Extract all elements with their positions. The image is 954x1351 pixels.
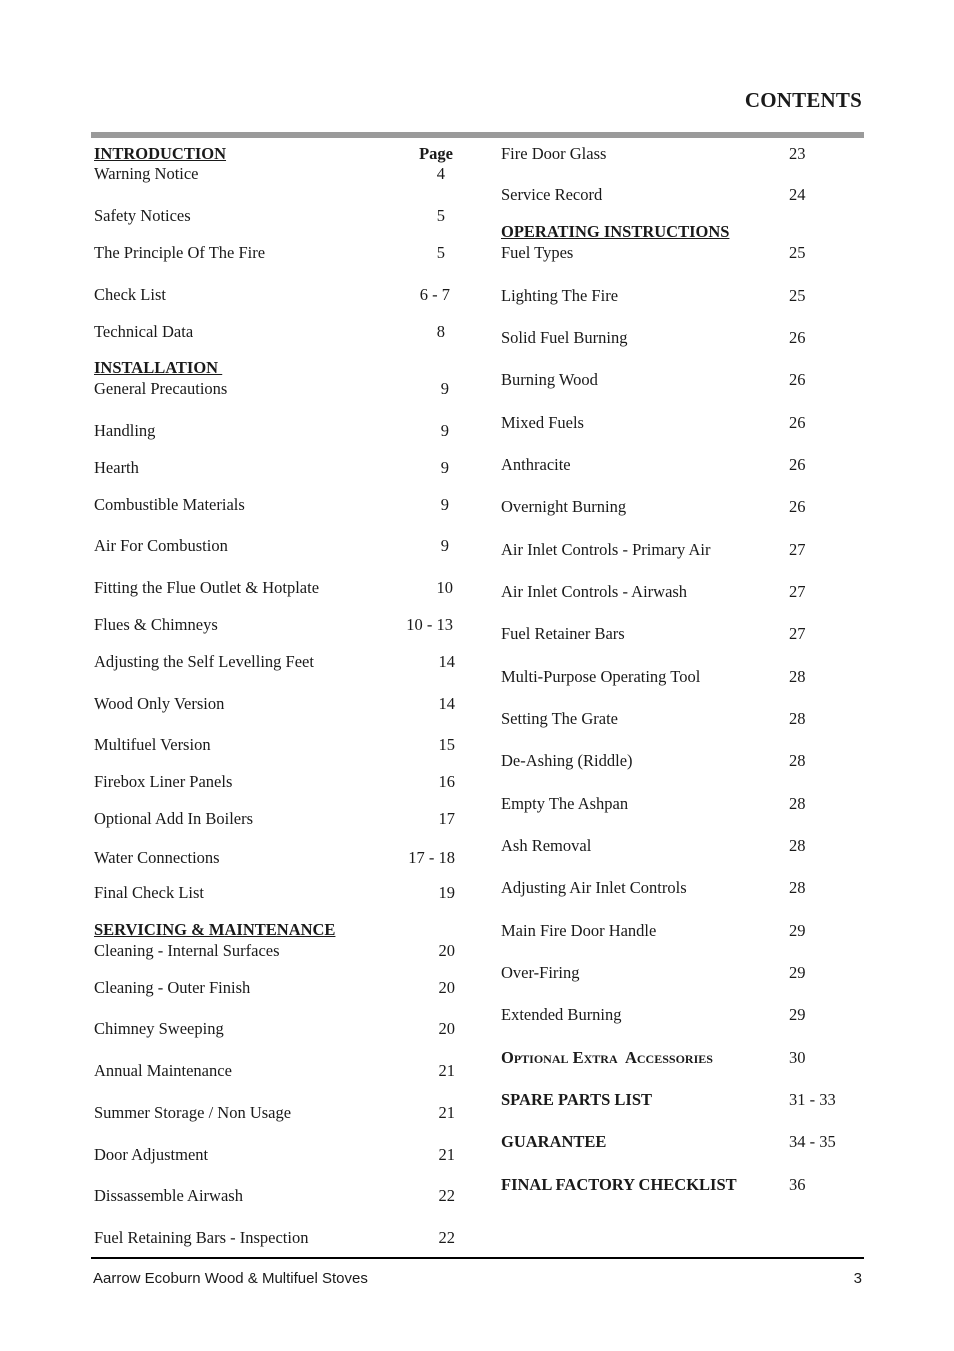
toc-entry-page: 20 — [438, 978, 455, 997]
toc-entry-page: 22 — [438, 1228, 455, 1247]
toc-entry-page: 26 — [789, 370, 806, 389]
toc-entry-title[interactable]: Fuel Retainer Bars — [501, 624, 625, 643]
toc-entry-page: 28 — [789, 751, 806, 770]
toc-entry-page: 14 — [438, 694, 455, 713]
toc-entry-title[interactable]: Warning Notice — [94, 164, 199, 183]
toc-entry-page: 25 — [789, 286, 806, 305]
toc-entry-title[interactable]: Fire Door Glass — [501, 144, 607, 163]
toc-entry-title[interactable]: Service Record — [501, 185, 603, 204]
toc-entry-page: 15 — [438, 735, 455, 754]
toc-entry-title[interactable]: Door Adjustment — [94, 1145, 209, 1164]
toc-entry-page: 10 — [436, 578, 453, 597]
toc-entry-page: 27 — [789, 540, 806, 559]
bottom-divider — [91, 1257, 864, 1259]
section-heading-operating: OPERATING INSTRUCTIONS — [501, 222, 730, 241]
toc-entry-page: 10 - 13 — [406, 615, 453, 634]
toc-entry-title[interactable]: Combustible Materials — [94, 495, 245, 514]
toc-entry-page: 26 — [789, 497, 806, 516]
toc-entry-title[interactable]: Adjusting Air Inlet Controls — [501, 878, 687, 897]
toc-entry-page: 19 — [438, 883, 455, 902]
toc-entry-page: 26 — [789, 455, 806, 474]
toc-entry-title[interactable]: Wood Only Version — [94, 694, 225, 713]
toc-entry-page: 24 — [789, 185, 806, 204]
toc-entry-page: 28 — [789, 794, 806, 813]
toc-entry-title[interactable]: Handling — [94, 421, 156, 440]
toc-entry-page: 21 — [438, 1061, 455, 1080]
toc-entry-page: 34 - 35 — [789, 1132, 836, 1151]
toc-entry-title[interactable]: The Principle Of The Fire — [94, 243, 266, 262]
toc-entry-guarantee[interactable]: GUARANTEE — [501, 1132, 607, 1151]
toc-entry-title[interactable]: General Precautions — [94, 379, 228, 398]
toc-entry-page: 30 — [789, 1048, 806, 1067]
toc-entry-title[interactable]: Check List — [94, 285, 166, 304]
footer-document-title: Aarrow Ecoburn Wood & Multifuel Stoves — [93, 1270, 368, 1287]
toc-entry-page: 29 — [789, 963, 806, 982]
toc-entry-page: 23 — [789, 144, 806, 163]
toc-entry-page: 27 — [789, 582, 806, 601]
toc-entry-page: 29 — [789, 921, 806, 940]
toc-entry-title[interactable]: Chimney Sweeping — [94, 1019, 224, 1038]
toc-entry-title[interactable]: De-Ashing (Riddle) — [501, 751, 633, 770]
toc-entry-page: 14 — [438, 652, 455, 671]
toc-entry-title[interactable]: Technical Data — [94, 322, 194, 341]
section-heading-servicing: SERVICING & MAINTENANCE — [94, 920, 336, 939]
toc-entry-page: 28 — [789, 878, 806, 897]
toc-entry-page: 17 — [438, 809, 455, 828]
section-heading-installation: INSTALLATION — [94, 358, 223, 377]
toc-entry-title[interactable]: Air Inlet Controls - Airwash — [501, 582, 688, 601]
toc-entry-page: 17 - 18 — [408, 848, 455, 867]
toc-entry-title[interactable]: Lighting The Fire — [501, 286, 619, 305]
toc-entry-title[interactable]: Fuel Retaining Bars - Inspection — [94, 1228, 309, 1247]
toc-entry-title[interactable]: Fitting the Flue Outlet & Hotplate — [94, 578, 320, 597]
toc-entry-page: 9 — [440, 495, 449, 514]
toc-entry-page: 9 — [440, 458, 449, 477]
toc-entry-page: 28 — [789, 709, 806, 728]
toc-entry-page: 8 — [436, 322, 445, 341]
toc-entry-page: 22 — [438, 1186, 455, 1205]
toc-entry-title[interactable]: Air For Combustion — [94, 536, 228, 555]
toc-entry-page: 25 — [789, 243, 806, 262]
toc-entry-title[interactable]: Summer Storage / Non Usage — [94, 1103, 292, 1122]
toc-entry-title[interactable]: Setting The Grate — [501, 709, 618, 728]
toc-entry-title[interactable]: Air Inlet Controls - Primary Air — [501, 540, 711, 559]
toc-entry-title[interactable]: Hearth — [94, 458, 139, 477]
toc-entry-page: 27 — [789, 624, 806, 643]
footer-page-number: 3 — [853, 1270, 862, 1287]
toc-entry-title[interactable]: Optional Add In Boilers — [94, 809, 254, 828]
toc-entry-page: 4 — [436, 164, 445, 183]
toc-entry-title[interactable]: Cleaning - Outer Finish — [94, 978, 251, 997]
toc-entry-title[interactable]: Multi-Purpose Operating Tool — [501, 667, 701, 686]
toc-entry-title[interactable]: Solid Fuel Burning — [501, 328, 628, 347]
toc-entry-page: 9 — [440, 536, 449, 555]
toc-entry-title[interactable]: Main Fire Door Handle — [501, 921, 657, 940]
toc-entry-page: 9 — [440, 379, 449, 398]
toc-entry-page: 9 — [440, 421, 449, 440]
toc-entry-page: 16 — [438, 772, 455, 791]
toc-entry-page: 26 — [789, 413, 806, 432]
toc-entry-title[interactable]: Annual Maintenance — [94, 1061, 232, 1080]
toc-entry-title[interactable]: Over-Firing — [501, 963, 580, 982]
toc-entry-title[interactable]: Anthracite — [501, 455, 571, 474]
toc-entry-title[interactable]: Adjusting the Self Levelling Feet — [94, 652, 314, 671]
toc-entry-title[interactable]: Overnight Burning — [501, 497, 627, 516]
toc-entry-title[interactable]: Cleaning - Internal Surfaces — [94, 941, 280, 960]
toc-entry-page: 5 — [436, 206, 445, 225]
toc-entry-page: 26 — [789, 328, 806, 347]
toc-entry-page: 6 - 7 — [419, 285, 450, 304]
toc-entry-title[interactable]: Empty The Ashpan — [501, 794, 629, 813]
section-heading-introduction: INTRODUCTION — [94, 144, 227, 163]
page-title: CONTENTS — [744, 88, 862, 112]
toc-entry-spare-parts[interactable]: SPARE PARTS LIST — [501, 1090, 653, 1109]
toc-entry-page: 20 — [438, 941, 455, 960]
toc-entry-title[interactable]: Flues & Chimneys — [94, 615, 218, 634]
toc-entry-page: 29 — [789, 1005, 806, 1024]
top-divider — [91, 132, 864, 138]
toc-entry-title[interactable]: Extended Burning — [501, 1005, 622, 1024]
toc-entry-final-checklist[interactable]: FINAL FACTORY CHECKLIST — [501, 1175, 737, 1194]
page-column-header: Page — [419, 144, 453, 163]
toc-entry-page: 36 — [789, 1175, 806, 1194]
toc-entry-page: 21 — [438, 1145, 455, 1164]
toc-entry-title[interactable]: Safety Notices — [94, 206, 191, 225]
toc-entry-title[interactable]: Mixed Fuels — [501, 413, 584, 432]
toc-entry-title[interactable]: Burning Wood — [501, 370, 598, 389]
toc-entry-page: 31 - 33 — [789, 1090, 836, 1109]
toc-entry-page: 5 — [436, 243, 445, 262]
toc-entry-title[interactable]: Firebox Liner Panels — [94, 772, 233, 791]
toc-entry-title[interactable]: Multifuel Version — [94, 735, 211, 754]
toc-entry-title[interactable]: Water Connections — [94, 848, 220, 867]
toc-entry-page: 28 — [789, 836, 806, 855]
toc-entry-title[interactable]: Ash Removal — [501, 836, 592, 855]
toc-entry-title[interactable]: Fuel Types — [501, 243, 574, 262]
toc-entry-page: 28 — [789, 667, 806, 686]
toc-entry-optional-extra[interactable]: Optional Extra Accessories — [501, 1048, 713, 1067]
toc-entry-page: 21 — [438, 1103, 455, 1122]
toc-entry-title[interactable]: Dissassemble Airwash — [94, 1186, 243, 1205]
toc-entry-page: 20 — [438, 1019, 455, 1038]
toc-entry-title[interactable]: Final Check List — [94, 883, 204, 902]
